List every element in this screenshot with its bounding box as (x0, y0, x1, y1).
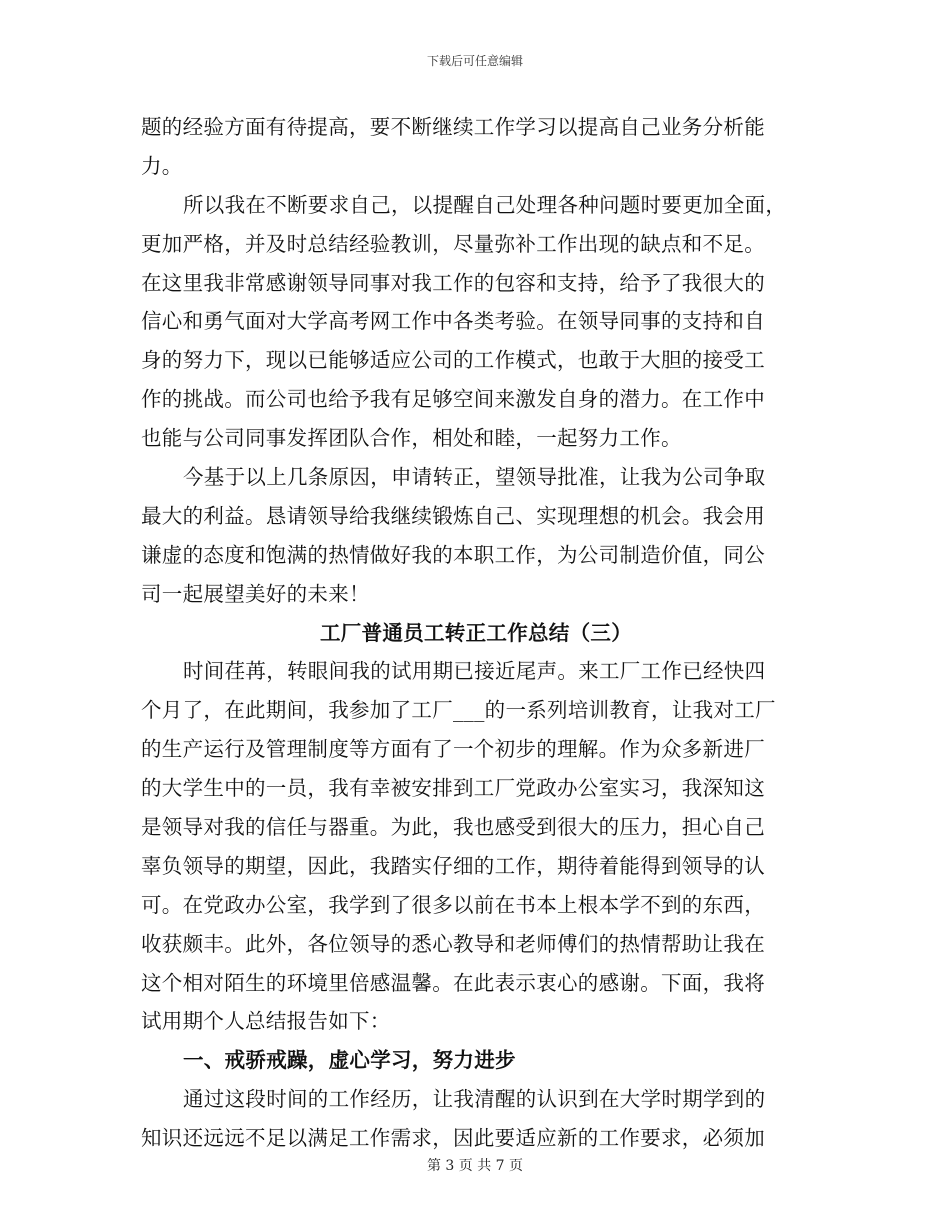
text-line: 辜负领导的期望，因此，我踏实仔细的工作，期待着能得到领导的认 (141, 853, 765, 878)
text-line: 更加严格，并及时总结经验教训，尽量弥补工作出现的缺点和不足。 (141, 231, 765, 256)
text-line: 的大学生中的一员，我有幸被安排到工厂党政办公室实习，我深知这 (141, 776, 765, 801)
page-header: 下载后可任意编辑 (426, 54, 523, 68)
text-line: 信心和勇气面对大学高考网工作中各类考验。在领导同事的支持和自 (141, 309, 765, 334)
text-line: 在这里我非常感谢领导同事对我工作的包容和支持，给予了我很大的 (141, 270, 765, 295)
page-footer: 第 3 页 共 7 页 (426, 1158, 524, 1174)
text-line: 这个相对陌生的环境里倍感温馨。在此表示衷心的感谢。下面，我将 (141, 970, 765, 995)
text-line: 今基于以上几条原因，申请转正，望领导批准，让我为公司争取 (183, 465, 766, 490)
text-line: 试用期个人总结报告如下： (141, 1009, 391, 1034)
text-line: 作的挑战。而公司也给予我有足够空间来激发自身的潜力。在工作中 (141, 387, 765, 412)
section-title: 工厂普通员工转正工作总结（三） (320, 620, 632, 645)
text-line: 通过这段时间的工作经历，让我清醒的认识到在大学时期学到的 (183, 1087, 766, 1112)
text-line: 最大的利益。恳请领导给我继续锻炼自己、实现理想的机会。我会用 (141, 503, 765, 528)
text-line: 力。 (141, 153, 183, 178)
text-line: 时间荏苒，转眼间我的试用期已接近尾声。来工厂工作已经快四 (183, 659, 766, 684)
text-line: 可。在党政办公室，我学到了很多以前在书本上根本学不到的东西， (141, 892, 765, 917)
text-line: 的生产运行及管理制度等方面有了一个初步的理解。作为众多新进厂 (141, 737, 765, 762)
text-line: 司一起展望美好的未来！ (141, 581, 370, 606)
text-line: 所以我在不断要求自己，以提醒自己处理各种问题时要更加全面， (183, 192, 787, 217)
text-line: 谦虚的态度和饱满的热情做好我的本职工作，为公司制造价值，同公 (141, 542, 765, 567)
text-line: 题的经验方面有待提高，要不断继续工作学习以提高自己业务分析能 (141, 115, 765, 139)
text-line: 知识还远远不足以满足工作需求，因此要适应新的工作要求，必须加 (141, 1126, 765, 1151)
text-line: 也能与公司同事发挥团队合作，相处和睦，一起努力工作。 (141, 426, 682, 451)
text-line: 是领导对我的信任与器重。为此，我也感受到很大的压力，担心自己 (141, 815, 765, 840)
document-body (141, 108, 811, 1158)
text-line: 身的努力下，现以已能够适应公司的工作模式，也敢于大胆的接受工 (141, 348, 765, 373)
text-line: 收获颇丰。此外，各位领导的悉心教导和老师傅们的热情帮助让我在 (141, 931, 765, 956)
section-heading: 一、戒骄戒躁，虚心学习，努力进步 (183, 1048, 516, 1073)
text-line: 个月了，在此期间，我参加了工厂___的一系列培训教育，让我对工厂 (141, 698, 776, 723)
